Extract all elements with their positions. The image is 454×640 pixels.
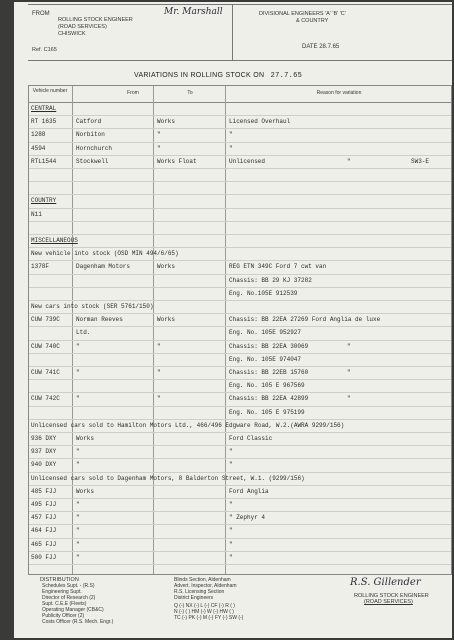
table-row [29,169,451,182]
district-codes [174,603,243,621]
table-row [29,499,451,512]
from-dept: (ROAD SERVICES) [58,24,107,30]
to-line-1: DIVISIONAL ENGINEERS 'A' 'B' 'C' [259,11,346,17]
vehicle-number-cell: CUW 739C [31,316,60,324]
reason-cell: " [229,553,233,561]
to-cell: Works [157,316,176,324]
to-line-2: & COUNTRY [296,18,329,24]
from-cell: Works [76,435,95,442]
col-header-reason: Reason for variation [316,90,362,96]
from-cell: " [76,540,80,548]
vehicle-number-cell: Unlicensed cars sold to Hamilton Motors Ltd., 466/496 Edgware Road, W.2.(AWRA 9299/156) [31,421,345,429]
section-heading: CENTRAL [31,105,57,112]
table-row [29,380,451,393]
header-divider [232,4,233,60]
table-row [29,433,451,446]
vehicle-number-cell: 1288 [31,131,46,139]
header-date: DATE 28.7.65 [302,44,340,50]
vehicle-number-cell: 495 FJJ [31,501,57,508]
table-row [29,552,451,565]
to-cell: " [157,144,161,152]
vehicle-number-cell: CUW 741C [31,369,60,376]
reason-cell: Licensed Overhaul [229,118,291,126]
table-row [29,301,451,314]
ditto-mark-cell: " [347,395,351,403]
table-row [29,288,451,301]
section-heading: COUNTRY [31,197,57,205]
table-row [29,195,451,208]
distribution-item: Costs Officer (R.S. Mech. Engr.) [42,619,114,625]
reason-cell: " [229,144,233,152]
table-row [29,209,451,222]
vehicle-number-cell: 936 DXY [31,435,57,442]
reason-cell: " [229,501,233,508]
distribution-list-1 [42,583,113,625]
section-heading: MISCELLANEOUS [31,237,78,244]
from-cell: Hornchurch [76,144,113,152]
distribution-heading: DISTRIBUTION [40,577,79,583]
from-cell: Norman Reeves [76,316,123,324]
from-cell: " [76,527,80,535]
table-row [29,539,451,552]
distribution-list-2 [174,577,237,601]
distribution-item: Schedules Supt. - (R.S) [42,583,95,589]
table-row [29,235,451,248]
distribution-item: District Engineers [174,595,214,601]
table-row [29,156,451,169]
reason-cell: Eng. No. 105E 952927 [229,329,302,337]
from-cell: " [76,501,80,508]
district-code-line: TC (-) PK (-) M (-) FY (-) SW (-) [174,615,244,621]
table-row [29,525,451,538]
reason-cell: Eng. No. 105 E 967569 [229,382,305,390]
vehicle-number-cell: 1378F [31,263,50,271]
reason-cell: Eng. No. 105 E 975199 [229,408,305,416]
vehicle-number-cell: 457 FJJ [31,514,57,522]
table-header [29,86,451,103]
table-row [29,222,451,235]
reason-cell: Chassis: BB 22EA 42899 [229,395,309,403]
distribution-item: Publicity Officer (2) [42,613,85,619]
from-cell: Stockwell [76,157,109,165]
vehicle-number-cell: 4594 [31,144,46,152]
reason-cell: Ford Classic [229,435,273,442]
from-cell: Catford [76,118,102,126]
vehicle-number-cell: N11 [31,210,42,218]
table-row [29,446,451,459]
table-row [29,275,451,288]
reason-cell: " [229,131,233,139]
table-row [29,129,451,142]
table-row [29,407,451,420]
reason-cell: " [229,448,233,456]
col-header-vehicle: Vehicle number [32,88,68,94]
distribution-item: R.S. Licensing Section [174,589,225,595]
vehicle-number-cell: New vehicle into stock (OSD MIN 494/6/65) [31,250,179,258]
table-row [29,143,451,156]
to-cell: " [157,395,161,403]
vehicle-number-cell: Unlicensed cars sold to Dagenham Motors, 8 Balderton Street, W.1. (9299/156) [31,474,305,482]
reason-cell: Eng. No. 105E 974047 [229,355,302,363]
to-cell: Works [157,263,176,271]
table-row [29,367,451,380]
from-cell: Ltd. [76,329,91,337]
form-title [134,72,302,80]
table-row [29,248,451,261]
reason-cell: " [229,527,233,535]
district-code-line: N (-) ( ) HM (-) W (-) HW ( ) [174,609,234,615]
distribution-item: Operating Manager (CB&C) [42,607,104,613]
to-cell: Works Float [157,157,197,165]
table-row [29,261,451,274]
from-cell: Dagenham Motors [76,263,131,271]
signature-title-1: ROLLING STOCK ENGINEER [354,593,429,599]
table-row [29,420,451,433]
signature: R.S. Gillender [350,577,421,588]
vehicle-number-cell: 500 FJJ [31,553,57,561]
table-row [29,512,451,525]
distribution-item: Advert. Inspector, Aldenham [174,583,237,589]
signature-title-2: (ROAD SERVICES) [364,599,413,605]
vehicle-number-cell: 937 DXY [31,448,57,456]
document-sheet [14,2,452,638]
distribution-item: Supt. C.E.E (Fleets) [42,601,87,607]
reason-cell: Chassis: BB 22EB 15760 [229,369,309,376]
reason-cell: Chassis: BB 29 KJ 37282 [229,276,312,284]
reason-cell: Chassis: BB 22EA 30069 [229,342,309,350]
title-date: 27.7.65 [270,72,303,80]
ditto-mark-cell: " [347,369,351,376]
division-code-cell: SW3-E [411,157,430,165]
from-cell: " [76,553,80,561]
reason-cell: " [229,540,233,548]
col-header-to: To [187,90,193,96]
from-cell: " [76,369,80,376]
col-header-from: From [127,90,139,96]
vehicle-number-cell: RTL1544 [31,157,57,165]
table-row [29,393,451,406]
from-cell: Works [76,487,95,495]
to-cell: " [157,369,161,376]
reason-cell: Chassis: BB 22EA 27269 Ford Anglia de luxe [229,316,381,324]
from-cell: Norbiton [76,131,105,139]
title-text: VARIATIONS IN ROLLING STOCK ON [134,72,265,79]
from-cell: " [76,342,80,350]
vehicle-number-cell: CUW 742C [31,395,60,403]
table-row [29,486,451,499]
from-cell: " [76,448,80,456]
reason-cell: REG ETN 349C Ford 7 cwt van [229,263,327,271]
table-row [29,327,451,340]
reason-cell: Ford Anglia [229,487,269,495]
handwritten-addressee: Mr. Marshall [164,7,223,17]
distribution-item: Engineering Supt. [42,589,82,595]
district-code-line: Q (-) NX (-) L (-) CF (-) R ( ) [174,603,235,609]
reason-cell: " [229,461,233,469]
from-name: ROLLING STOCK ENGINEER [58,17,133,23]
table-row [29,103,451,116]
reason-cell: Unlicensed [229,157,266,165]
vehicle-number-cell: 940 DXY [31,461,57,469]
to-cell: " [157,342,161,350]
from-cell: " [76,514,80,522]
table-row [29,459,451,472]
ditto-mark-cell: " [347,342,351,350]
header-top-rule [28,4,452,5]
table-row [29,182,451,195]
table-row [29,354,451,367]
table-row [29,473,451,486]
to-cell: " [157,131,161,139]
reference-number: Ref. C165 [32,47,57,53]
vehicle-number-cell: RT 1635 [31,118,57,126]
from-label: FROM [32,11,50,17]
reason-cell: " Zephyr 4 [229,514,266,522]
reason-cell: Eng. No.105E 912539 [229,289,298,297]
vehicle-number-cell: CUW 740C [31,342,60,350]
vehicle-number-cell: 464 FJJ [31,527,57,535]
header-bottom-rule [28,60,452,61]
table-row [29,314,451,327]
table-row [29,341,451,354]
from-location: CHISWICK [58,31,86,37]
from-cell: " [76,395,80,403]
distribution-item: Blinds Section, Aldenham [174,577,231,583]
to-cell: Works [157,118,176,126]
variations-table [28,85,452,575]
vehicle-number-cell: 465 FJJ [31,540,57,548]
vehicle-number-cell: New cars into stock (SER 5761/150) [31,303,154,310]
ditto-mark-cell: " [347,157,351,165]
vehicle-number-cell: 485 FJJ [31,487,57,495]
from-cell: " [76,461,80,469]
distribution-footer [28,575,452,638]
table-row [29,116,451,129]
distribution-item: Director of Research (2) [42,595,96,601]
